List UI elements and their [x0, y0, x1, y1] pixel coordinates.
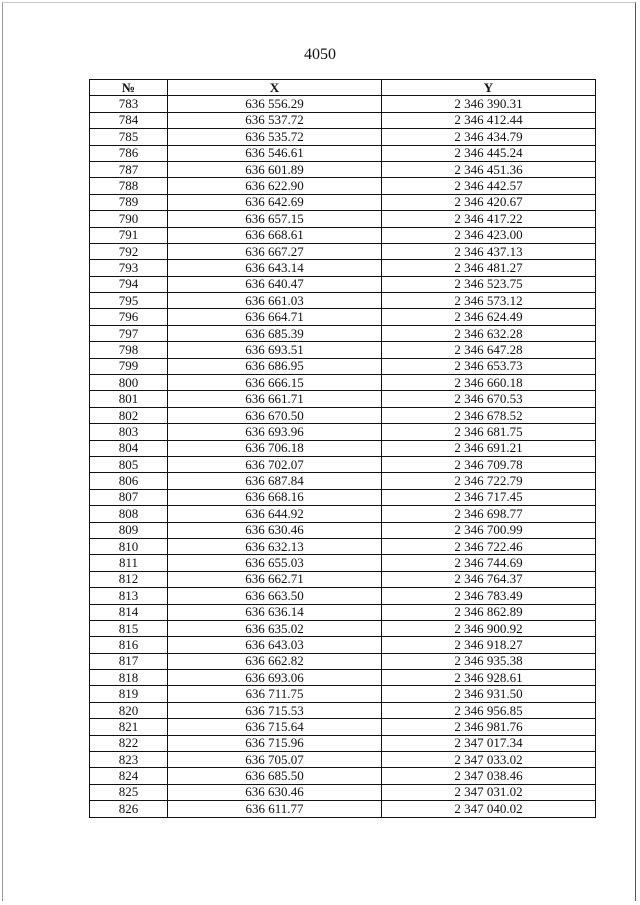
y-coordinate-cell: 2 346 862.89	[382, 604, 596, 620]
point-number-cell: 803	[90, 424, 168, 440]
table-row	[90, 129, 596, 145]
page-number: 4050	[304, 46, 336, 63]
x-coordinate-cell: 636 693.06	[168, 670, 382, 686]
y-coordinate-cell: 2 346 573.12	[382, 293, 596, 309]
y-coordinate-cell: 2 346 412.44	[382, 112, 596, 128]
point-number-cell: 797	[90, 325, 168, 341]
x-coordinate-cell: 636 643.03	[168, 637, 382, 653]
y-coordinate-cell: 2 346 900.92	[382, 620, 596, 636]
y-coordinate-cell: 2 346 935.38	[382, 653, 596, 669]
table-row	[90, 506, 596, 522]
point-number-cell: 790	[90, 211, 168, 227]
table-row	[90, 768, 596, 784]
point-number-cell: 798	[90, 342, 168, 358]
point-number-cell: 796	[90, 309, 168, 325]
y-coordinate-cell: 2 346 717.45	[382, 489, 596, 505]
table-row	[90, 424, 596, 440]
y-coordinate-cell: 2 346 981.76	[382, 719, 596, 735]
point-number-cell: 821	[90, 719, 168, 735]
y-coordinate-cell: 2 346 956.85	[382, 702, 596, 718]
table-row	[90, 96, 596, 112]
table-row	[90, 620, 596, 636]
x-coordinate-cell: 636 693.51	[168, 342, 382, 358]
y-coordinate-cell: 2 346 744.69	[382, 555, 596, 571]
y-coordinate-cell: 2 346 698.77	[382, 506, 596, 522]
point-number-cell: 819	[90, 686, 168, 702]
y-coordinate-cell: 2 347 033.02	[382, 752, 596, 768]
table-row	[90, 194, 596, 210]
table-body	[90, 96, 596, 817]
table-row	[90, 211, 596, 227]
point-number-cell: 804	[90, 440, 168, 456]
y-coordinate-cell: 2 346 434.79	[382, 129, 596, 145]
y-coordinate-cell: 2 346 647.28	[382, 342, 596, 358]
table-row	[90, 227, 596, 243]
x-coordinate-cell: 636 556.29	[168, 96, 382, 112]
x-coordinate-cell: 636 662.82	[168, 653, 382, 669]
y-coordinate-cell: 2 346 691.21	[382, 440, 596, 456]
x-coordinate-cell: 636 546.61	[168, 145, 382, 161]
x-coordinate-cell: 636 705.07	[168, 752, 382, 768]
x-coordinate-cell: 636 664.71	[168, 309, 382, 325]
x-coordinate-cell: 636 655.03	[168, 555, 382, 571]
table-row	[90, 260, 596, 276]
point-number-cell: 794	[90, 276, 168, 292]
point-number-cell: 808	[90, 506, 168, 522]
y-coordinate-cell: 2 346 670.53	[382, 391, 596, 407]
point-number-cell: 788	[90, 178, 168, 194]
point-number-cell: 825	[90, 784, 168, 800]
table-row	[90, 456, 596, 472]
y-coordinate-cell: 2 346 445.24	[382, 145, 596, 161]
y-coordinate-cell: 2 346 423.00	[382, 227, 596, 243]
x-coordinate-cell: 636 663.50	[168, 588, 382, 604]
table-row	[90, 243, 596, 259]
point-number-cell: 809	[90, 522, 168, 538]
table-row	[90, 719, 596, 735]
table-row	[90, 145, 596, 161]
y-coordinate-cell: 2 347 017.34	[382, 735, 596, 751]
x-coordinate-cell: 636 601.89	[168, 161, 382, 177]
y-coordinate-cell: 2 346 722.46	[382, 538, 596, 554]
table-row	[90, 112, 596, 128]
table-row	[90, 588, 596, 604]
x-coordinate-cell: 636 636.14	[168, 604, 382, 620]
table-row	[90, 735, 596, 751]
x-coordinate-cell: 636 711.75	[168, 686, 382, 702]
point-number-cell: 802	[90, 407, 168, 423]
x-coordinate-cell: 636 537.72	[168, 112, 382, 128]
point-number-cell: 811	[90, 555, 168, 571]
point-number-cell: 807	[90, 489, 168, 505]
x-coordinate-cell: 636 611.77	[168, 801, 382, 817]
x-coordinate-cell: 636 640.47	[168, 276, 382, 292]
y-coordinate-cell: 2 346 417.22	[382, 211, 596, 227]
point-number-cell: 800	[90, 375, 168, 391]
table-row	[90, 801, 596, 817]
y-coordinate-cell: 2 347 038.46	[382, 768, 596, 784]
table-row	[90, 604, 596, 620]
point-number-cell: 814	[90, 604, 168, 620]
x-coordinate-cell: 636 630.46	[168, 522, 382, 538]
y-coordinate-cell: 2 346 678.52	[382, 407, 596, 423]
table-row	[90, 571, 596, 587]
y-coordinate-cell: 2 346 783.49	[382, 588, 596, 604]
table-row	[90, 309, 596, 325]
table-row	[90, 653, 596, 669]
y-coordinate-cell: 2 346 481.27	[382, 260, 596, 276]
y-coordinate-cell: 2 346 437.13	[382, 243, 596, 259]
coordinates-table	[89, 79, 596, 818]
x-coordinate-cell: 636 668.61	[168, 227, 382, 243]
y-coordinate-cell: 2 346 420.67	[382, 194, 596, 210]
y-coordinate-cell: 2 346 653.73	[382, 358, 596, 374]
x-coordinate-cell: 636 661.71	[168, 391, 382, 407]
point-number-cell: 795	[90, 293, 168, 309]
point-number-cell: 820	[90, 702, 168, 718]
point-number-cell: 813	[90, 588, 168, 604]
point-number-cell: 816	[90, 637, 168, 653]
point-number-cell: 801	[90, 391, 168, 407]
point-number-cell: 789	[90, 194, 168, 210]
y-coordinate-cell: 2 346 928.61	[382, 670, 596, 686]
table-row	[90, 784, 596, 800]
point-number-cell: 787	[90, 161, 168, 177]
y-coordinate-cell: 2 346 709.78	[382, 456, 596, 472]
table-row	[90, 670, 596, 686]
point-number-cell: 810	[90, 538, 168, 554]
table-row	[90, 276, 596, 292]
y-coordinate-cell: 2 346 624.49	[382, 309, 596, 325]
point-number-cell: 793	[90, 260, 168, 276]
x-coordinate-cell: 636 715.64	[168, 719, 382, 735]
table-row	[90, 342, 596, 358]
x-coordinate-cell: 636 668.16	[168, 489, 382, 505]
point-number-cell: 817	[90, 653, 168, 669]
x-coordinate-cell: 636 687.84	[168, 473, 382, 489]
x-coordinate-cell: 636 643.14	[168, 260, 382, 276]
x-coordinate-cell: 636 706.18	[168, 440, 382, 456]
point-number-cell: 783	[90, 96, 168, 112]
table-row	[90, 375, 596, 391]
x-coordinate-cell: 636 702.07	[168, 456, 382, 472]
table-row	[90, 440, 596, 456]
header-y: Y	[382, 80, 596, 96]
point-number-cell: 822	[90, 735, 168, 751]
table-row	[90, 161, 596, 177]
point-number-cell: 784	[90, 112, 168, 128]
y-coordinate-cell: 2 347 040.02	[382, 801, 596, 817]
y-coordinate-cell: 2 346 722.79	[382, 473, 596, 489]
x-coordinate-cell: 636 666.15	[168, 375, 382, 391]
point-number-cell: 823	[90, 752, 168, 768]
y-coordinate-cell: 2 346 523.75	[382, 276, 596, 292]
table-row	[90, 752, 596, 768]
point-number-cell: 792	[90, 243, 168, 259]
x-coordinate-cell: 636 685.39	[168, 325, 382, 341]
y-coordinate-cell: 2 346 931.50	[382, 686, 596, 702]
y-coordinate-cell: 2 346 918.27	[382, 637, 596, 653]
point-number-cell: 805	[90, 456, 168, 472]
table-row	[90, 391, 596, 407]
x-coordinate-cell: 636 667.27	[168, 243, 382, 259]
table-row	[90, 489, 596, 505]
x-coordinate-cell: 636 715.96	[168, 735, 382, 751]
point-number-cell: 785	[90, 129, 168, 145]
x-coordinate-cell: 636 661.03	[168, 293, 382, 309]
table-row	[90, 637, 596, 653]
y-coordinate-cell: 2 347 031.02	[382, 784, 596, 800]
table-row	[90, 325, 596, 341]
y-coordinate-cell: 2 346 764.37	[382, 571, 596, 587]
x-coordinate-cell: 636 657.15	[168, 211, 382, 227]
point-number-cell: 818	[90, 670, 168, 686]
x-coordinate-cell: 636 662.71	[168, 571, 382, 587]
x-coordinate-cell: 636 670.50	[168, 407, 382, 423]
point-number-cell: 806	[90, 473, 168, 489]
table-row	[90, 522, 596, 538]
x-coordinate-cell: 636 693.96	[168, 424, 382, 440]
table-row	[90, 473, 596, 489]
y-coordinate-cell: 2 346 451.36	[382, 161, 596, 177]
x-coordinate-cell: 636 642.69	[168, 194, 382, 210]
header-number: №	[90, 80, 168, 96]
table-row	[90, 555, 596, 571]
point-number-cell: 826	[90, 801, 168, 817]
y-coordinate-cell: 2 346 681.75	[382, 424, 596, 440]
header-x: X	[168, 80, 382, 96]
y-coordinate-cell: 2 346 700.99	[382, 522, 596, 538]
point-number-cell: 786	[90, 145, 168, 161]
table-row	[90, 686, 596, 702]
point-number-cell: 812	[90, 571, 168, 587]
table-row	[90, 293, 596, 309]
table-row	[90, 358, 596, 374]
x-coordinate-cell: 636 715.53	[168, 702, 382, 718]
x-coordinate-cell: 636 635.02	[168, 620, 382, 636]
point-number-cell: 815	[90, 620, 168, 636]
y-coordinate-cell: 2 346 442.57	[382, 178, 596, 194]
y-coordinate-cell: 2 346 390.31	[382, 96, 596, 112]
table-header-row	[90, 80, 596, 96]
x-coordinate-cell: 636 535.72	[168, 129, 382, 145]
table-row	[90, 178, 596, 194]
x-coordinate-cell: 636 644.92	[168, 506, 382, 522]
table-row	[90, 538, 596, 554]
x-coordinate-cell: 636 632.13	[168, 538, 382, 554]
x-coordinate-cell: 636 686.95	[168, 358, 382, 374]
table-row	[90, 407, 596, 423]
point-number-cell: 824	[90, 768, 168, 784]
y-coordinate-cell: 2 346 660.18	[382, 375, 596, 391]
x-coordinate-cell: 636 685.50	[168, 768, 382, 784]
point-number-cell: 799	[90, 358, 168, 374]
point-number-cell: 791	[90, 227, 168, 243]
y-coordinate-cell: 2 346 632.28	[382, 325, 596, 341]
x-coordinate-cell: 636 630.46	[168, 784, 382, 800]
x-coordinate-cell: 636 622.90	[168, 178, 382, 194]
table-row	[90, 702, 596, 718]
